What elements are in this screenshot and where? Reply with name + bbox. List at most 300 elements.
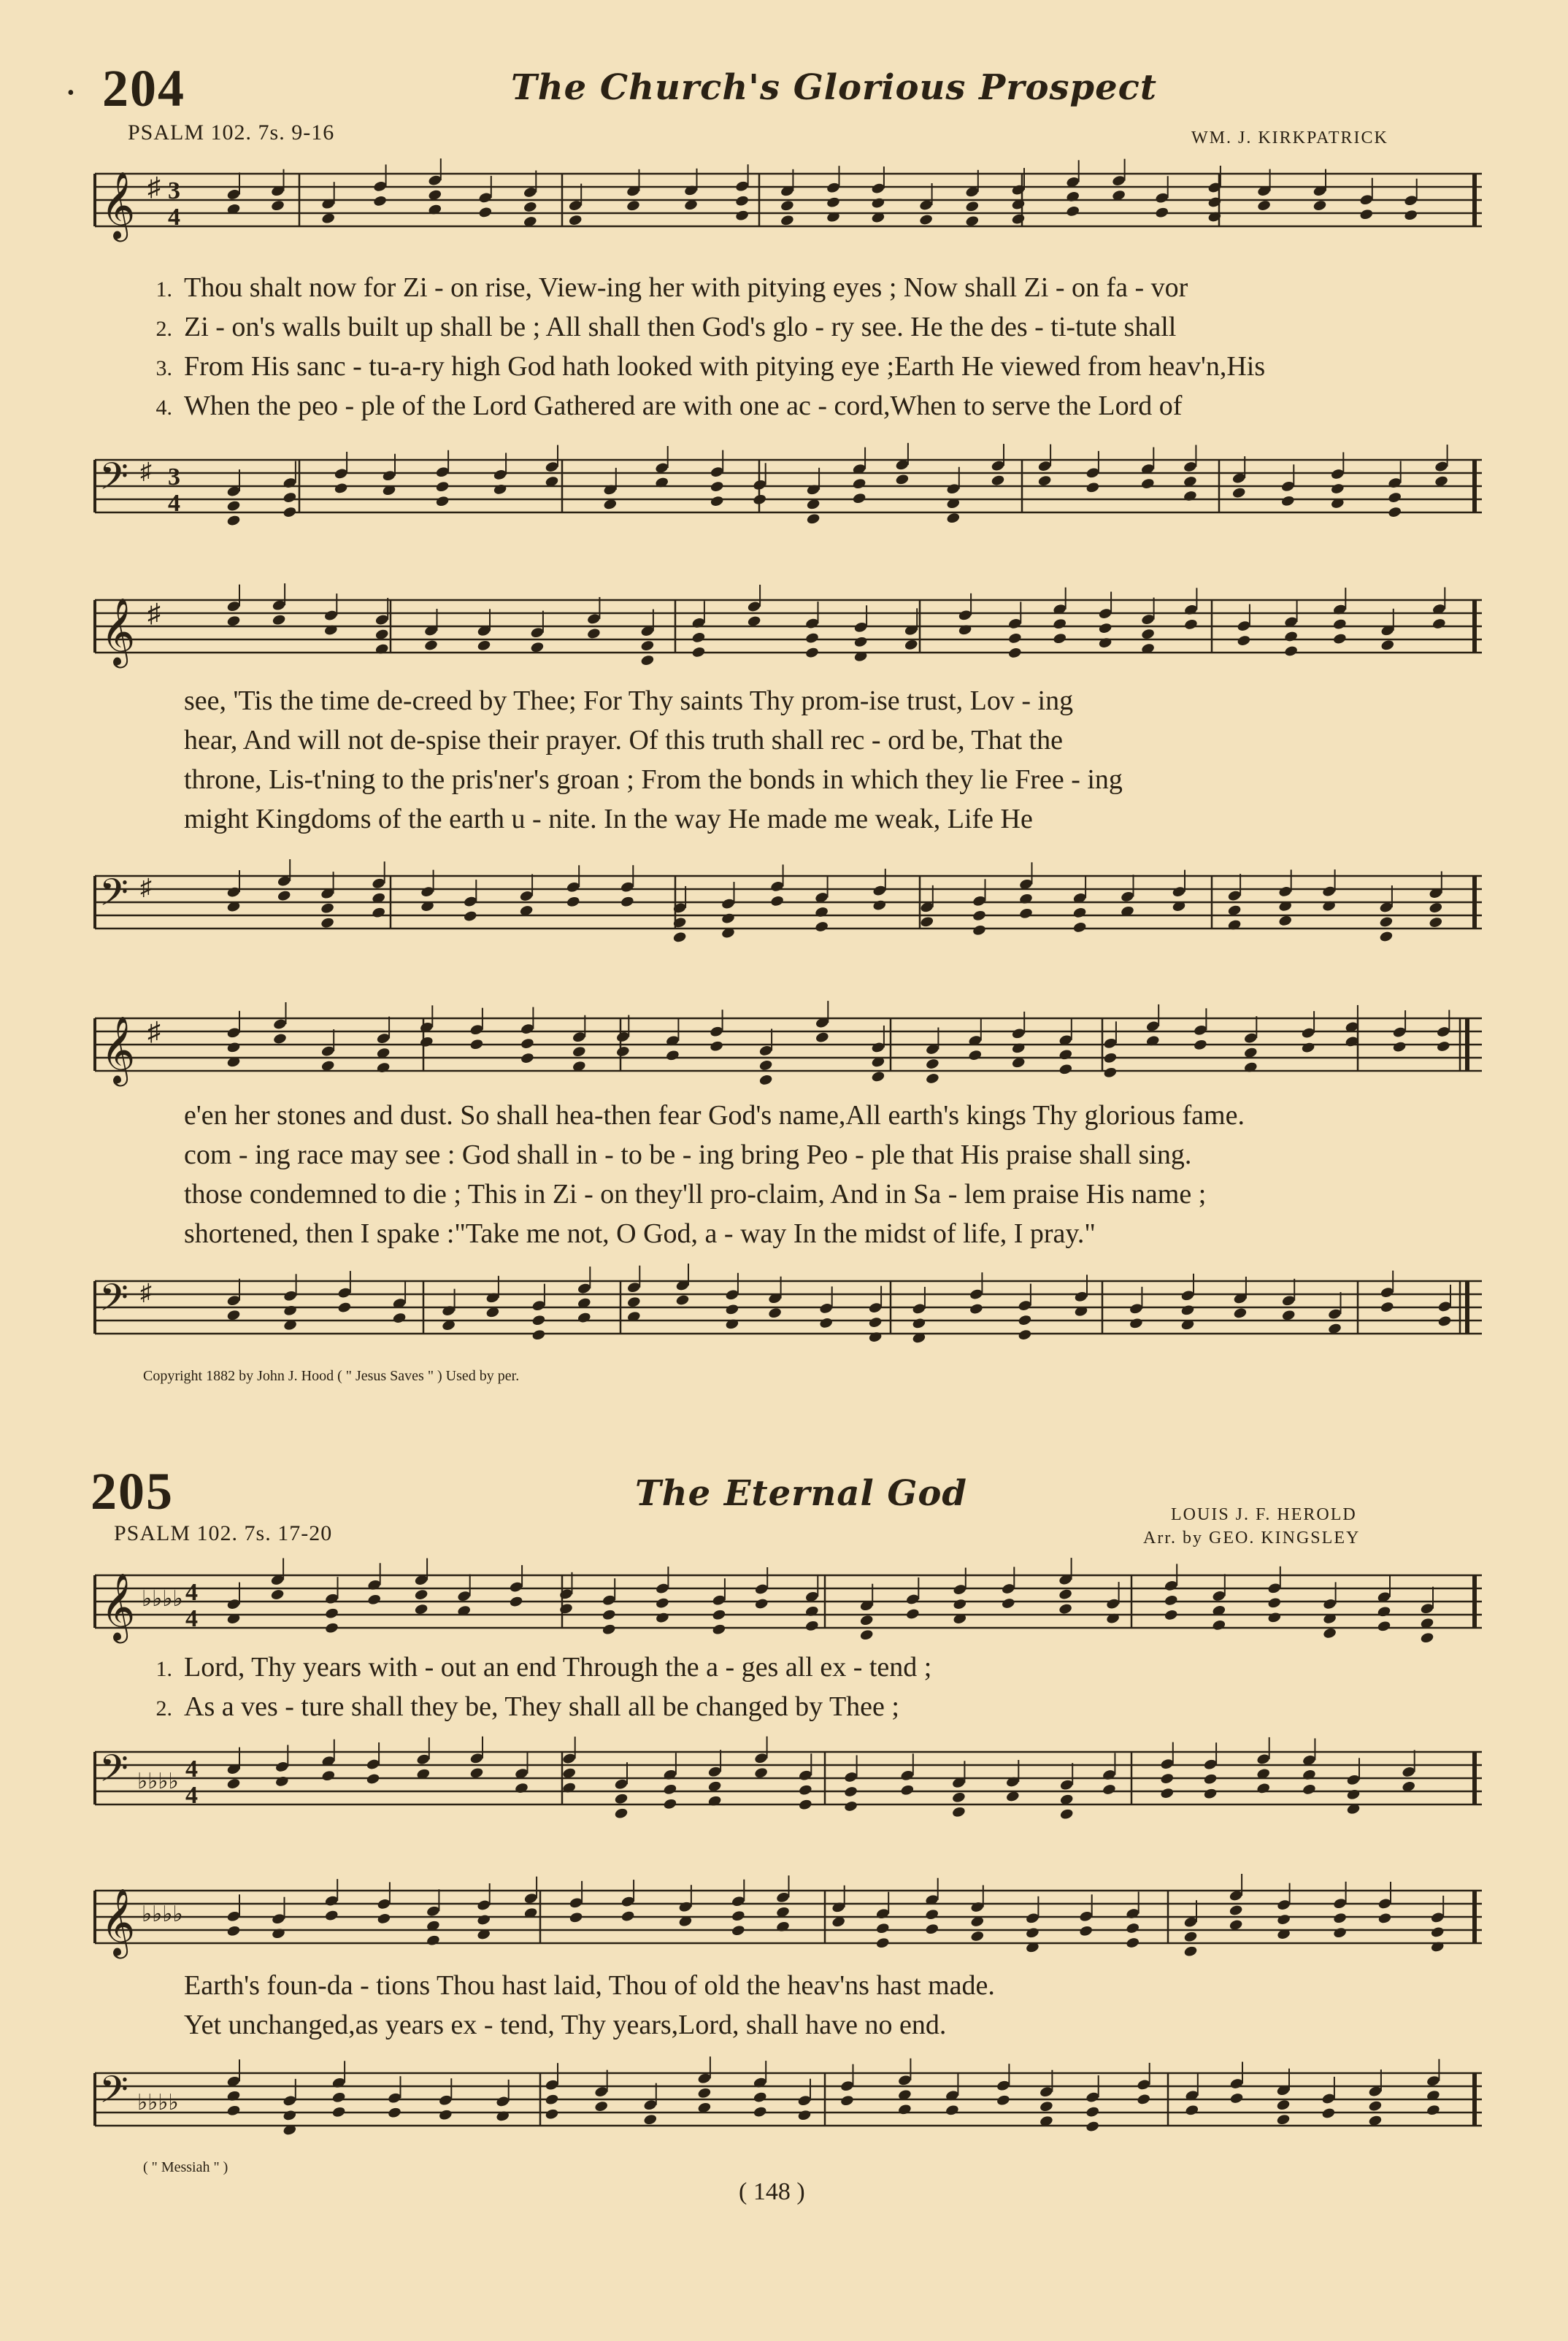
note-head: [1164, 1609, 1178, 1621]
note-head: [871, 197, 885, 210]
note-head: [438, 2109, 453, 2121]
verse-line: 2. As a ves - ture shall they be, They shall all be changed by Thee ;: [155, 1691, 899, 1722]
note-head: [520, 1052, 534, 1064]
note-head: [1079, 1925, 1094, 1937]
note-head: [780, 214, 794, 226]
note-head: [1180, 1304, 1195, 1316]
bass-clef-icon: 𝄢: [99, 870, 128, 923]
note-head: [615, 1045, 630, 1058]
verse-line: com - ing race may see : God shall in - to be - ing bring Peo - ple that His praise shall sing.: [184, 1139, 1192, 1170]
treble-staff: [95, 166, 1482, 261]
note-head: [324, 1622, 339, 1634]
note-head: [1276, 2113, 1291, 2126]
note-head: [844, 1785, 858, 1798]
note-head: [477, 1913, 491, 1926]
note-head: [640, 654, 655, 666]
note-head: [852, 492, 866, 504]
note-head: [675, 1293, 690, 1306]
svg-text:♯: ♯: [147, 1017, 161, 1046]
note-head: [859, 1629, 874, 1641]
svg-text:♭♭♭♭: ♭♭♭♭: [137, 1769, 179, 1794]
treble-staff: [95, 1011, 1482, 1106]
note-head: [226, 1309, 241, 1321]
note-head: [663, 1783, 677, 1796]
note-head: [321, 1769, 336, 1782]
note-head: [419, 1036, 434, 1048]
svg-text:4: 4: [185, 1579, 198, 1606]
note-head: [1007, 647, 1022, 659]
svg-text:♯: ♯: [147, 599, 161, 628]
verse-line: e'en her stones and dust. So shall hea-then fear God's name,All earth's kings Thy glorious fame.: [184, 1100, 1245, 1131]
note-head: [477, 639, 491, 652]
note-head: [1277, 1913, 1291, 1926]
note-head: [798, 1799, 812, 1811]
note-head: [426, 1934, 440, 1947]
svg-text:♭♭♭♭: ♭♭♭♭: [142, 1587, 183, 1611]
note-head: [545, 2108, 559, 2121]
note-head: [520, 1037, 534, 1050]
note-head: [1203, 1788, 1218, 1800]
note-head: [1257, 199, 1272, 212]
note-head: [968, 1049, 983, 1061]
note-head: [1392, 1041, 1407, 1053]
verse-line: Yet unchanged,as years ex - tend, Thy years,Lord, shall have no end.: [184, 2010, 947, 2040]
note-head: [387, 2107, 401, 2119]
note-head: [965, 200, 980, 212]
note-head: [872, 899, 887, 912]
note-head: [594, 2100, 609, 2113]
svg-text:♭♭♭♭: ♭♭♭♭: [137, 2091, 179, 2115]
note-head: [710, 1040, 724, 1053]
note-head: [1388, 491, 1402, 504]
note-head: [1430, 1926, 1445, 1938]
note-head: [1379, 930, 1394, 942]
note-head: [1380, 639, 1395, 651]
note-head: [463, 910, 477, 923]
note-head: [324, 1910, 339, 1922]
note-head: [367, 1594, 382, 1606]
note-head: [1388, 506, 1402, 518]
note-head: [1053, 618, 1067, 630]
note-head: [1193, 1039, 1207, 1051]
note-head: [775, 1921, 790, 1933]
note-head: [226, 2104, 241, 2117]
note-head: [900, 1784, 915, 1796]
note-head: [1058, 1048, 1073, 1061]
note-head: [1039, 2100, 1053, 2113]
note-head: [1404, 209, 1418, 221]
svg-text:♯: ♯: [140, 458, 152, 484]
note-head: [586, 627, 601, 639]
note-head: [804, 1620, 819, 1632]
note-head: [815, 920, 829, 933]
hymn-title: The Eternal God: [635, 1473, 967, 1514]
note-head: [1137, 2093, 1151, 2105]
note-head: [1007, 632, 1022, 645]
note-head: [1278, 915, 1293, 927]
note-head: [272, 1032, 287, 1045]
note-head: [620, 896, 634, 908]
note-head: [1377, 1912, 1392, 1924]
note-head: [731, 1910, 745, 1922]
note-head: [226, 515, 241, 527]
note-head: [1066, 191, 1080, 203]
note-head: [271, 1927, 285, 1940]
bass-staff: [95, 1274, 1482, 1354]
note-head: [1098, 637, 1112, 649]
verse-line: might Kingdoms of the earth u - nite. In the way He made me weak, Life He: [184, 804, 1033, 834]
note-head: [871, 1070, 885, 1083]
note-head: [531, 1329, 546, 1341]
note-head: [1059, 1808, 1074, 1821]
note-head: [1231, 487, 1246, 499]
note-head: [643, 2113, 658, 2126]
note-head: [272, 614, 286, 626]
note-head: [925, 1058, 939, 1070]
note-head: [1302, 1769, 1316, 1781]
note-head: [912, 1317, 926, 1329]
note-head: [1359, 208, 1374, 220]
note-head: [710, 480, 724, 493]
note-head: [1001, 1597, 1015, 1610]
note-head: [1333, 1926, 1348, 1939]
verse-line: shortened, then I spake :"Take me not, O God, a - way In the midst of life, I pray.": [184, 1218, 1096, 1249]
note-head: [1313, 199, 1327, 212]
note-head: [469, 1038, 484, 1050]
note-head: [815, 1031, 829, 1044]
note-head: [672, 931, 687, 943]
note-head: [626, 199, 640, 212]
note-head: [1212, 1619, 1226, 1631]
bass-clef-icon: 𝄢: [99, 1746, 128, 1799]
bass-clef-icon: 𝄢: [99, 1275, 128, 1329]
note-head: [1426, 2104, 1440, 2116]
note-head: [1058, 1588, 1073, 1601]
note-head: [1085, 2106, 1100, 2118]
treble-staff: [95, 593, 1482, 688]
note-head: [620, 1910, 635, 1923]
note-head: [1233, 1307, 1248, 1319]
note-head: [1072, 921, 1087, 934]
note-head: [569, 1911, 583, 1923]
note-head: [614, 1793, 629, 1805]
bass-clef-icon: 𝄢: [99, 454, 128, 507]
note-head: [1332, 633, 1347, 645]
note-head: [1321, 2107, 1336, 2119]
note-head: [875, 1922, 890, 1934]
note-head: [972, 924, 986, 937]
note-head: [868, 1331, 883, 1343]
svg-text:♯: ♯: [140, 874, 152, 900]
composer-credit: LOUIS J. F. HEROLD: [1171, 1505, 1357, 1524]
note-head: [226, 500, 241, 512]
note-head: [1183, 1931, 1198, 1943]
note-head: [1267, 1596, 1282, 1609]
note-head: [1183, 618, 1198, 631]
note-head: [274, 1775, 289, 1788]
note-head: [602, 1623, 616, 1636]
note-head: [754, 1767, 769, 1779]
verse-line: 3. From His sanc - tu-a-ry high God hath looked with pitying eye ;Earth He viewed from heav'n,His: [155, 351, 1266, 382]
note-head: [754, 1597, 769, 1610]
note-head: [826, 196, 840, 209]
note-head: [991, 474, 1005, 487]
note-head: [1436, 1040, 1450, 1053]
note-head: [331, 2106, 346, 2118]
note-head: [819, 1317, 834, 1329]
svg-text:4: 4: [185, 1605, 198, 1632]
note-head: [478, 206, 493, 218]
note-head: [804, 1605, 819, 1618]
note-head: [953, 1598, 967, 1610]
note-head: [1102, 1783, 1116, 1796]
note-head: [435, 495, 450, 507]
note-head: [720, 912, 735, 925]
note-head: [1160, 1787, 1175, 1799]
note-head: [731, 1924, 745, 1937]
note-head: [568, 214, 583, 226]
note-head: [1429, 916, 1443, 929]
note-head: [804, 647, 819, 659]
note-head: [320, 902, 335, 915]
svg-text:3: 3: [168, 464, 180, 491]
note-head: [1301, 1042, 1315, 1054]
note-head: [572, 1045, 586, 1058]
note-head: [1379, 915, 1394, 928]
svg-text:4: 4: [168, 204, 180, 231]
note-head: [1018, 893, 1033, 905]
page-dot: •: [67, 82, 74, 104]
note-head: [1103, 1052, 1118, 1064]
note-head: [655, 1612, 669, 1624]
note-head: [545, 2094, 559, 2106]
note-head: [1164, 1594, 1178, 1607]
note-head: [839, 2094, 854, 2107]
tune-name-note: ( " Messiah " ): [143, 2159, 228, 2175]
note-head: [435, 480, 450, 493]
note-head: [969, 1303, 983, 1315]
note-head: [1126, 1937, 1140, 1949]
note-head: [1141, 628, 1156, 640]
note-head: [753, 2106, 767, 2118]
note-head: [283, 506, 297, 518]
note-head: [1183, 490, 1197, 502]
note-head: [853, 636, 868, 648]
note-head: [920, 915, 934, 928]
note-head: [1323, 1627, 1337, 1640]
note-head: [226, 1777, 241, 1790]
note-head: [691, 646, 706, 658]
note-head: [897, 2103, 912, 2115]
arranger-credit: Arr. by GEO. KINGSLEY: [1143, 1529, 1361, 1548]
note-head: [725, 1303, 739, 1315]
treble-staff: [95, 1883, 1482, 1978]
note-head: [1129, 1317, 1143, 1329]
note-head: [905, 1607, 920, 1620]
note-head: [780, 199, 794, 212]
note-head: [337, 1302, 352, 1314]
note-head: [1025, 1926, 1039, 1939]
note-head: [1237, 634, 1251, 647]
note-head: [1098, 622, 1112, 634]
verse-line: see, 'Tis the time de-creed by Thee; For Thy saints Thy prom-ise trust, Lov - ing: [184, 685, 1074, 716]
note-head: [925, 1072, 939, 1085]
note-head: [691, 631, 706, 644]
note-head: [392, 1312, 407, 1324]
note-head: [1103, 1066, 1118, 1079]
note-head: [602, 1609, 616, 1621]
page-number: ( 148 ): [739, 2178, 805, 2205]
note-head: [270, 1588, 285, 1601]
note-head: [697, 2087, 712, 2099]
verse-line: Earth's foun-da - tions Thou hast laid, Thou of old the heav'ns hast made.: [184, 1970, 995, 2001]
note-head: [712, 1609, 726, 1621]
note-head: [925, 1923, 939, 1935]
note-head: [531, 1314, 546, 1326]
note-head: [558, 1602, 573, 1615]
note-head: [226, 1925, 241, 1937]
note-head: [530, 641, 545, 653]
treble-clef-icon: 𝄞: [101, 1572, 136, 1640]
bass-staff: [95, 453, 1482, 533]
note-head: [1037, 474, 1052, 487]
note-head: [735, 210, 750, 222]
note-head: [377, 1913, 391, 1925]
hymn-meter: PSALM 102. 7s. 17-20: [114, 1521, 333, 1545]
note-head: [951, 1806, 966, 1818]
note-head: [566, 896, 580, 908]
note-head: [1066, 205, 1080, 218]
note-head: [972, 910, 986, 922]
verse-line: 1. Thou shalt now for Zi - on rise, View-ing her with pitying eyes ; Now shall Zi - on fa - vor: [155, 272, 1188, 303]
svg-text:♯: ♯: [147, 172, 161, 201]
note-head: [414, 1603, 428, 1615]
treble-clef-icon: 𝄞: [101, 597, 136, 665]
note-head: [1085, 481, 1100, 493]
treble-clef-icon: 𝄞: [101, 1015, 136, 1083]
note-head: [226, 615, 241, 627]
note-head: [1330, 483, 1345, 495]
bass-staff: [95, 2066, 1482, 2146]
note-head: [655, 1597, 669, 1610]
note-head: [970, 1930, 985, 1942]
composer-credit: WM. J. KIRKPATRICK: [1191, 128, 1388, 147]
note-head: [1018, 907, 1033, 920]
verse-line: 2. Zi - on's walls built up shall be ; All shall then God's glo - ry see. He the des - ti-tute shall: [155, 312, 1177, 342]
note-head: [226, 2090, 241, 2102]
bass-staff: [95, 869, 1482, 949]
note-head: [804, 632, 819, 645]
note-head: [665, 1049, 680, 1061]
note-head: [372, 907, 386, 919]
verse-line: hear, And will not de-spise their prayer. Of this truth shall rec - ord be, That the: [184, 725, 1063, 756]
verse-line: those condemned to die ; This in Zi - on they'll pro-claim, And in Sa - lem praise His name ;: [184, 1179, 1207, 1210]
note-head: [852, 477, 866, 490]
copyright-note: Copyright 1882 by John J. Hood ( " Jesus Saves " ) Used by per.: [143, 1368, 520, 1384]
note-head: [1368, 2100, 1383, 2113]
note-head: [1183, 1945, 1198, 1958]
note-head: [753, 2091, 767, 2104]
note-head: [710, 495, 724, 507]
note-head: [951, 1791, 966, 1804]
note-head: [1437, 1315, 1452, 1327]
treble-clef-icon: 𝄞: [101, 171, 136, 239]
note-head: [1229, 1904, 1243, 1916]
note-head: [1160, 1772, 1175, 1785]
note-head: [283, 1304, 298, 1317]
note-head: [1085, 2121, 1100, 2133]
note-head: [770, 895, 785, 907]
note-head: [945, 2104, 959, 2116]
note-head: [753, 493, 767, 506]
note-head: [815, 906, 829, 918]
note-head: [868, 1316, 883, 1329]
note-head: [1431, 618, 1446, 630]
note-head: [226, 1041, 241, 1053]
note-head: [626, 1296, 641, 1308]
note-head: [277, 890, 291, 902]
note-head: [1267, 1611, 1282, 1623]
treble-clef-icon: 𝄞: [101, 1888, 136, 1956]
note-head: [1072, 907, 1087, 919]
svg-text:3: 3: [168, 177, 180, 204]
bass-staff: [95, 1745, 1482, 1825]
note-head: [946, 512, 961, 524]
note-head: [1185, 2104, 1199, 2116]
note-head: [758, 1059, 773, 1072]
note-head: [1018, 1314, 1032, 1326]
note-head: [758, 1074, 773, 1086]
hymn-title: The Church's Glorious Prospect: [511, 67, 1158, 108]
hymn-meter: PSALM 102. 7s. 9-16: [128, 120, 335, 145]
note-head: [373, 195, 388, 207]
note-head: [1140, 477, 1155, 490]
note-head: [324, 1607, 339, 1620]
note-head: [735, 195, 750, 207]
note-head: [493, 483, 507, 496]
verse-line: throne, Lis-t'ning to the pris'ner's groan ; From the bonds in which they lie Free - ing: [184, 764, 1123, 795]
note-head: [1280, 495, 1295, 507]
svg-text:4: 4: [168, 490, 180, 517]
note-head: [919, 213, 934, 226]
svg-text:♯: ♯: [140, 1279, 152, 1305]
note-head: [1126, 1922, 1140, 1934]
note-head: [1256, 1782, 1271, 1794]
note-head: [1302, 1783, 1316, 1796]
note-head: [663, 1798, 677, 1810]
note-head: [1058, 1063, 1073, 1075]
note-head: [1229, 2092, 1244, 2104]
note-head: [797, 2109, 812, 2121]
note-head: [376, 1061, 391, 1074]
note-head: [925, 1908, 939, 1921]
note-head: [1346, 1788, 1361, 1801]
note-head: [283, 2109, 297, 2121]
note-head: [875, 1937, 890, 1949]
note-head: [1377, 1620, 1391, 1632]
note-head: [1377, 1605, 1391, 1618]
note-head: [1380, 1301, 1394, 1313]
verse-line: 1. Lord, Thy years with - out an end Through the a - ges all ex - tend ;: [155, 1652, 932, 1683]
note-head: [423, 639, 438, 651]
note-head: [859, 1614, 874, 1626]
note-head: [904, 639, 918, 651]
note-head: [331, 2091, 346, 2104]
note-head: [1276, 2099, 1291, 2111]
note-head: [270, 199, 285, 212]
note-head: [1011, 213, 1026, 226]
note-head: [712, 1623, 726, 1636]
